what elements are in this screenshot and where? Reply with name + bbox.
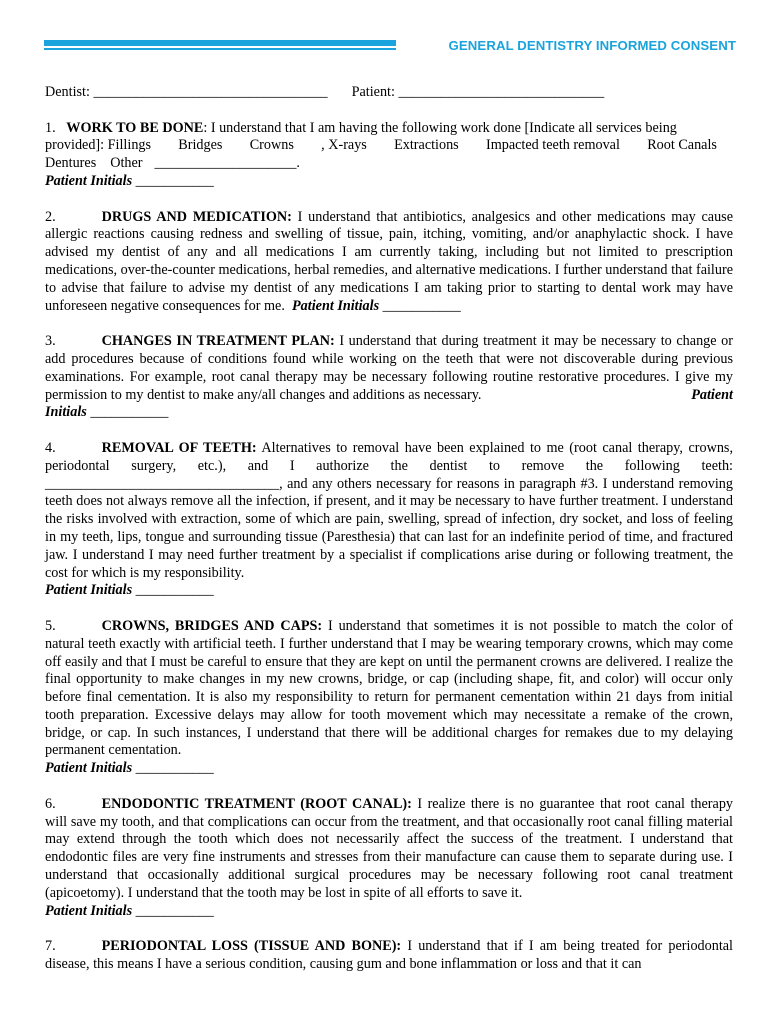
section-number: 4. [45, 439, 56, 456]
document-header [44, 36, 736, 56]
patient-initials-field[interactable]: ___________ [135, 172, 214, 189]
patient-initials-label: Patient Initials [45, 582, 133, 599]
option-extractions[interactable]: Extractions [394, 137, 459, 154]
patient-initials-field[interactable]: ___________ [382, 297, 461, 314]
section-changes-in-treatment-plan [45, 333, 733, 422]
patient-initials-line [45, 903, 733, 921]
section-drugs-and-medication [45, 209, 733, 316]
section-periodontal-loss [45, 938, 733, 974]
patient-label: Patient: [351, 84, 395, 100]
consent-form-body [45, 84, 733, 974]
option-other[interactable]: Other [110, 155, 143, 172]
section-number: 1. [45, 119, 56, 136]
section-heading: DRUGS AND MEDICATION: [101, 208, 292, 225]
option-bridges[interactable]: Bridges [178, 137, 223, 154]
option-fillings[interactable]: Fillings [107, 137, 152, 154]
patient-initials-line [45, 173, 733, 191]
section-heading: WORK TO BE DONE [66, 119, 204, 136]
section-removal-of-teeth [45, 440, 733, 600]
section-work-to-be-done [45, 120, 733, 191]
section-body: Alternatives to removal have been explained to me (root canal therapy, crowns, periodontal surgery, etc.), and I authorize the dentist to remove the following teeth: [45, 439, 733, 474]
header-accent-line [44, 48, 396, 50]
section-heading: CROWNS, BRIDGES AND CAPS: [101, 617, 323, 634]
section-text: : I understand that I am having the following work done [Indicate all services being [203, 119, 677, 136]
other-services-field[interactable]: ____________________. [154, 155, 300, 172]
dentist-patient-fields [45, 84, 733, 102]
patient-initials-label: Patient Initials [45, 902, 133, 919]
services-options-row-2 [45, 155, 733, 173]
services-options-row: provided]: Fillings Bridges Crowns , X-rays Extractions Impacted teeth removal Root Canals [45, 137, 717, 154]
section-number: 5. [45, 617, 56, 634]
section-body-continued: , and any others necessary for reasons in paragraph #3. I understand removing teeth does not always remove all the infection, if present, and it may be necessary to have further treatment. I understand the risks involved with extraction, some of which are pain, swelling, spread of infection, dry socket, and loss of feeling in my teeth, lips, tongue and surrounding tissue (Paresthesia) that can last for an indefinite period of time, and fractured jaw. I understand I may need further treatment by a specialist if complications arise during or following treatment, the cost for which is my responsibility. [45, 475, 733, 581]
section-endodontic-treatment [45, 796, 733, 921]
option-impacted-teeth-removal[interactable]: Impacted teeth removal [485, 137, 620, 154]
patient-initials-field[interactable]: ___________ [90, 404, 169, 421]
section-crowns-bridges-and-caps [45, 618, 733, 778]
section-heading: CHANGES IN TREATMENT PLAN: [101, 333, 335, 350]
patient-initials-field[interactable]: ___________ [135, 902, 214, 919]
dentist-name-field[interactable]: _________________________________ [93, 84, 328, 100]
patient-name-field[interactable]: _____________________________ [398, 84, 605, 100]
patient-initials-line [45, 582, 733, 600]
header-accent-bar [44, 40, 396, 46]
option-dentures[interactable]: Dentures [45, 155, 97, 172]
option-crowns[interactable]: Crowns [249, 137, 294, 154]
section-number: 3. [45, 333, 56, 350]
patient-initials-label: Patient Initials [45, 760, 133, 777]
patient-initials-field[interactable]: ___________ [135, 582, 214, 599]
patient-initials-line [45, 760, 733, 778]
section-body: I understand that antibiotics, analgesics and other medications may cause allergic reactions causing redness and swelling of tissue, pain, itching, vomiting, and/or anaphylactic shock. I have advised my dentist of any and all medications I am currently taking, including but not limited to prescription medications, over-the-counter medications, herbal remedies, and alternative medications. I further understand that failure to advise that failure to advise my dentist of any medications I am taking prior to starting to dental work may have unforeseen negative consequences for me. [45, 208, 734, 314]
patient-initials-label: Patient Initials [292, 297, 380, 314]
section-number: 6. [45, 795, 56, 812]
section-body: I understand that during treatment it may be necessary to change or add procedures because of conditions found while working on the teeth that were not discoverable during previous examinations. For example, root canal therapy may be necessary following routine restorative procedures. I give my permission to my dentist to make any/all changes and additions as necessary. [45, 333, 734, 403]
section-heading: ENDODONTIC TREATMENT (ROOT CANAL): [101, 795, 412, 812]
section-body: I understand that sometimes it is not possible to match the color of natural teeth exactly with artificial teeth. I further understand that I may be wearing temporary crowns, which may come off easily and that I must be careful to ensure that they are kept on until the permanent crowns are delivered. I realize the final opportunity to make changes in my new crowns, bridge, or cap (including shape, fit, and color) will occur only before final cementation. It is also my responsibility to return for permanent cementation within 21 days from initial tooth preparation. Excessive delays may allow for tooth movement which may necessitate a remake of the crown, bridge, or cap. In such instances, I understand that there will be additional charges for remakes due to my delaying permanent cementation. [45, 617, 733, 759]
section-number: 2. [45, 208, 56, 225]
patient-initials-label: Patient Initials [45, 172, 133, 189]
patient-initials-label-part2: Initials [45, 404, 87, 421]
section-heading: REMOVAL OF TEETH: [101, 439, 257, 456]
section-number: 7. [45, 938, 56, 955]
patient-initials-field[interactable]: ___________ [135, 760, 214, 777]
section-body: I realize there is no guarantee that root canal therapy will save my tooth, and that complications can occur from the treatment, and that occasionally root canal filling material may extend through the tooth which does not necessarily affect the success of the treatment. I understand that endodontic files are very fine instruments and stresses from their manufacture can cause them to separate during use. I understand that occasionally additional surgical procedures may be necessary following root canal treatment (apicoetomy). I understand that the tooth may be lost in spite of all efforts to save it. [45, 795, 734, 901]
option-root-canals[interactable]: Root Canals [647, 137, 717, 154]
document-title: GENERAL DENTISTRY INFORMED CONSENT [448, 38, 736, 53]
section-heading: PERIODONTAL LOSS (TISSUE AND BONE): [101, 938, 402, 955]
dentist-label: Dentist: [45, 84, 90, 100]
teeth-to-remove-field[interactable]: _________________________________ [45, 475, 280, 492]
option-xrays[interactable]: , X-rays [321, 137, 367, 154]
patient-initials-label-part1: Patient [691, 386, 733, 403]
section-body: I understand that if I am being treated for periodontal disease, this means I have a serious condition, causing gum and bone inflammation or loss and that it can [45, 938, 733, 973]
